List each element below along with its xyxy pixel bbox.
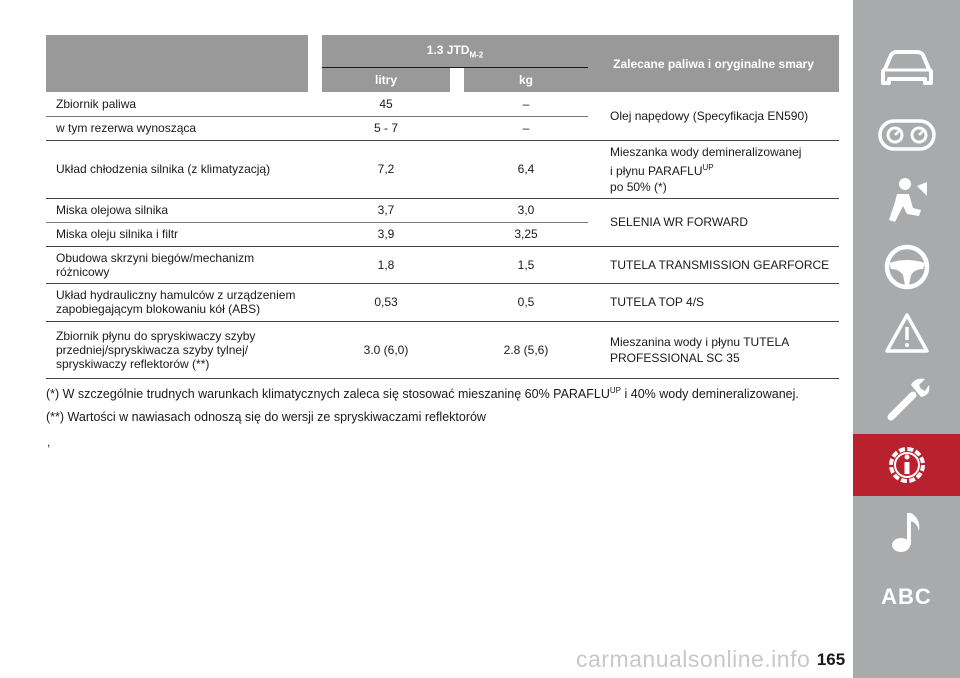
- coolant-line: po 50% (*): [610, 179, 667, 194]
- value-kg: 1,5: [464, 246, 588, 283]
- table-row: [46, 198, 839, 222]
- row-label: [46, 246, 308, 283]
- airbag-icon: [883, 176, 931, 226]
- value-litry: 0,53: [322, 283, 450, 321]
- fuel-recommendation: Olej napędowy (Specyfikacja EN590): [588, 92, 839, 140]
- engine-header: [322, 35, 588, 68]
- value-kg: 0,5: [464, 283, 588, 321]
- watermark: carmanualsonline.info: [576, 646, 811, 672]
- steering-wheel-icon: [883, 243, 931, 291]
- value-kg: 3,0: [464, 198, 588, 222]
- row-label-line: Zbiornik płynu do spryskiwaczy szyby: [56, 328, 256, 343]
- page-number: 165: [816, 650, 846, 669]
- recommended-header: Zalecane paliwa i oryginalne smary: [588, 35, 839, 92]
- dashboard-icon: [877, 117, 937, 153]
- coolant-superscript: UP: [702, 162, 714, 172]
- gear-oil-recommendation: TUTELA TRANSMISSION GEARFORCE: [588, 246, 839, 283]
- engine-oil-recommendation: SELENIA WR FORWARD: [588, 198, 839, 246]
- value-litry: 5 - 7: [322, 116, 450, 140]
- value-litry: 3,7: [322, 198, 450, 222]
- coolant-line: i płynu PARAFLU: [610, 163, 703, 178]
- value-kg: –: [464, 92, 588, 116]
- stray-mark: ,: [47, 435, 51, 449]
- coolant-line: Mieszanka wody demineralizowanej: [610, 144, 802, 159]
- value-litry: 1,8: [322, 246, 450, 283]
- table-row: [46, 321, 839, 378]
- row-label-line: różnicowy: [56, 264, 110, 279]
- table-row: [46, 246, 839, 283]
- info-gear-icon: [883, 441, 931, 489]
- chapter-sidebar: [853, 0, 960, 678]
- coolant-recommendation: [588, 140, 839, 198]
- row-label: w tym rezerwa wynosząca: [46, 116, 308, 140]
- washer-fluid-recommendation: [588, 321, 839, 378]
- row-label-line: Układ hydrauliczny hamulców z urządzeniem: [56, 288, 296, 302]
- sidebar-item-index[interactable]: [853, 566, 960, 628]
- sidebar-item-multimedia[interactable]: [853, 500, 960, 562]
- row-label: [46, 283, 308, 321]
- table-row: [46, 92, 839, 116]
- sidebar-item-car[interactable]: [853, 38, 960, 100]
- brake-fluid-recommendation: TUTELA TOP 4/S: [588, 283, 839, 321]
- kg-header: kg: [464, 68, 588, 93]
- specification-table: [46, 35, 839, 379]
- row-label: [46, 321, 308, 378]
- header-row-top: [46, 35, 839, 68]
- value-kg: 6,4: [464, 140, 588, 198]
- header-gap: [308, 35, 322, 92]
- litry-header: litry: [322, 68, 450, 93]
- footnote-1-text-end: i 40% wody demineralizowanej.: [621, 387, 799, 402]
- table-row: [46, 140, 839, 198]
- row-label: Zbiornik paliwa: [46, 92, 308, 116]
- header-gap-middle: [450, 68, 464, 93]
- value-kg: –: [464, 116, 588, 140]
- sidebar-item-dashboard[interactable]: [853, 104, 960, 166]
- row-label-line: zapobiegającym blokowaniu kół (ABS): [56, 302, 261, 316]
- music-note-icon: [887, 507, 927, 555]
- value-kg: 3,25: [464, 222, 588, 246]
- footnote-1-superscript: UP: [609, 386, 622, 395]
- value-litry: 3,9: [322, 222, 450, 246]
- table-row: [46, 283, 839, 321]
- value-litry: 45: [322, 92, 450, 116]
- abc-icon: ABC: [881, 584, 932, 609]
- value-litry: 7,2: [322, 140, 450, 198]
- value-kg: 2.8 (5,6): [464, 321, 588, 378]
- car-icon: [879, 49, 935, 89]
- warning-icon: [883, 311, 931, 355]
- wrench-icon: [883, 375, 931, 423]
- sidebar-item-technical-data[interactable]: [853, 434, 960, 496]
- row-label: Układ chłodzenia silnika (z klimatyzacją): [46, 140, 308, 198]
- washer-line: Mieszanina wody i płynu TUTELA: [610, 334, 790, 349]
- row-label-line: spryskiwaczy reflektorów (**): [56, 356, 210, 371]
- row-label-line: przedniej/spryskiwacza szyby tylnej/: [56, 342, 249, 357]
- footnote-2: (**) Wartości w nawiasach odnoszą się do wersji ze spryskiwaczami reflektorów: [46, 410, 486, 424]
- footnote-1-text: (*) W szczególnie trudnych warunkach klimatycznych zaleca się stosować mieszaninę 60% PARAFLU: [46, 387, 610, 402]
- sidebar-item-emergency[interactable]: [853, 302, 960, 364]
- value-litry: 3.0 (6,0): [322, 321, 450, 378]
- engine-name: 1.3 JTD: [426, 42, 470, 57]
- row-label: Miska olejowa silnika: [46, 198, 308, 222]
- row-label-line: Obudowa skrzyni biegów/mechanizm: [56, 250, 255, 265]
- sidebar-item-safety[interactable]: [853, 170, 960, 232]
- row-label: Miska oleju silnika i filtr: [46, 222, 308, 246]
- washer-line: PROFESSIONAL SC 35: [610, 350, 740, 365]
- footnote-1: [46, 386, 799, 401]
- sidebar-item-maintenance[interactable]: [853, 368, 960, 430]
- sidebar-item-driving[interactable]: [853, 236, 960, 298]
- engine-subscript: M-2: [469, 50, 484, 60]
- header-blank-cell: [46, 35, 308, 92]
